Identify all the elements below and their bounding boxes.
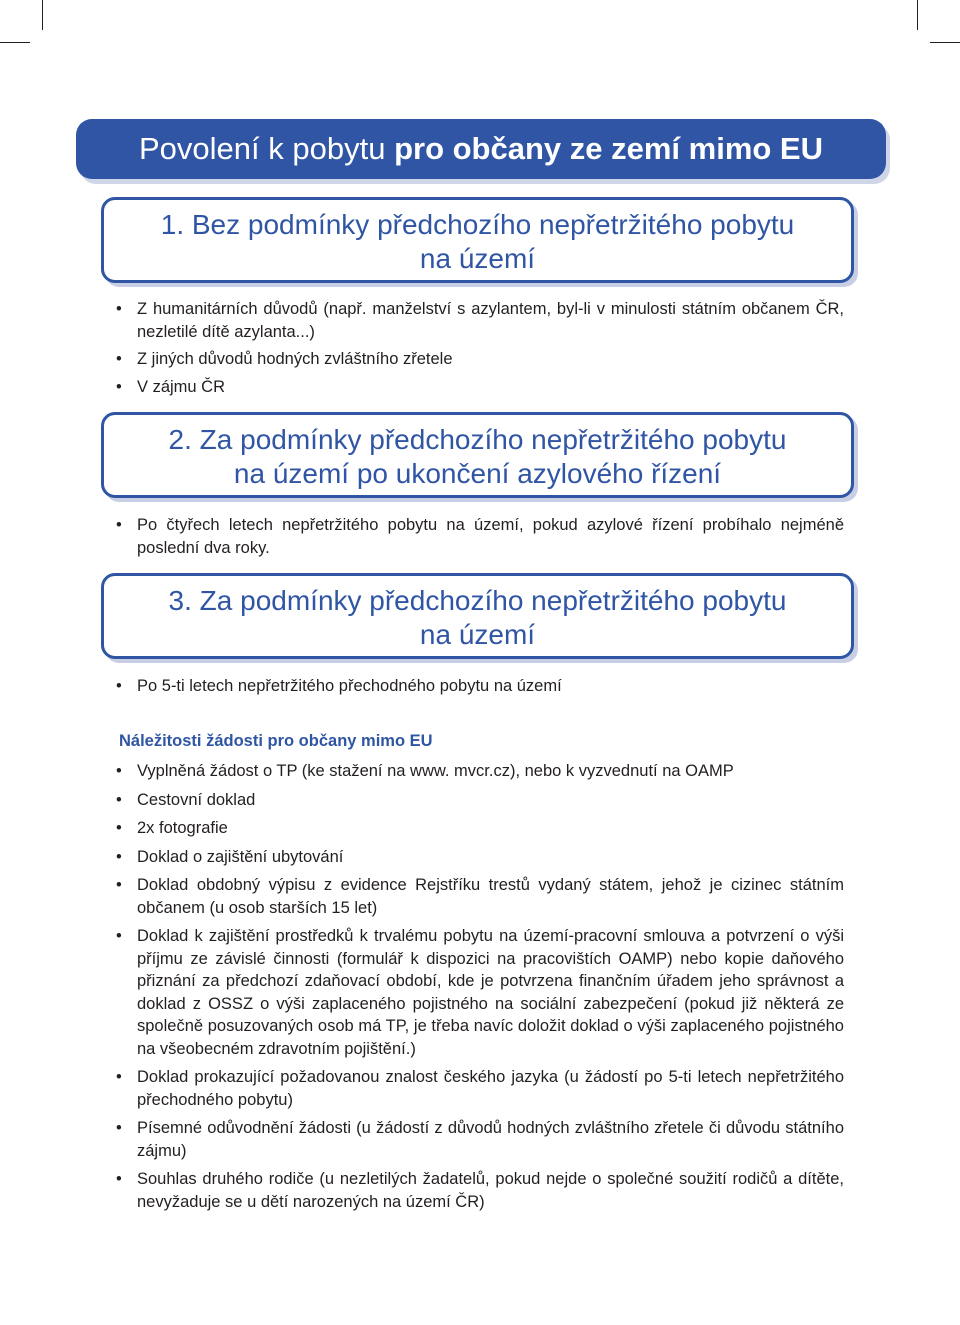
list-item: • Po čtyřech letech nepřetržitého pobytu na území, pokud azylové řízení probíhalo nejméně poslední dva roky. [112,514,844,559]
section-heading-line: na území [419,243,536,274]
crop-mark [42,0,43,30]
list-item: • Z jiných důvodů hodných zvláštního zřetele [112,348,844,371]
section-heading-1 [101,197,854,283]
list-item: • Doklad o zajištění ubytování [112,846,844,869]
crop-mark [917,0,918,30]
list-item: • Souhlas druhého rodiče (u nezletilých žadatelů, pokud nejde o společné soužití rodičů a dítěte, nevyžaduje se u dětí narozených na území ČR) [112,1168,844,1213]
section-1-list [112,298,844,398]
section-heading-line: na území po ukončení azylového řízení [233,458,722,489]
section-heading-line: 2. Za podmínky předchozího nepřetržitého pobytu [168,424,787,455]
list-item: • V zájmu ČR [112,376,844,399]
section-heading-3 [101,573,854,659]
list-item: • Cestovní doklad [112,789,844,812]
section-heading-line: 1. Bez podmínky předchozího nepřetržitého pobytu [160,209,795,240]
requirements-title: Náležitosti žádosti pro občany mimo EU [119,732,433,750]
requirements-list [112,760,844,1213]
list-item: • Po 5-ti letech nepřetržitého přechodného pobytu na území [112,675,844,698]
section-heading-line: na území [419,619,536,650]
section-3-list [112,675,844,698]
list-item: • 2x fotografie [112,817,844,840]
list-item: • Vyplněná žádost o TP (ke stažení na www. mvcr.cz), nebo k vyzvednutí na OAMP [112,760,844,783]
section-2-list [112,514,844,559]
list-item: • Doklad obdobný výpisu z evidence Rejstříku trestů vydaný státem, jehož je cizinec státním občanem (u osob starších 15 let) [112,874,844,919]
section-heading-2 [101,412,854,498]
crop-mark [930,42,960,43]
section-heading-line: 3. Za podmínky předchozího nepřetržitého pobytu [168,585,787,616]
list-item: • Doklad prokazující požadovanou znalost českého jazyka (u žádostí po 5-ti letech nepřetržitého přechodného pobytu) [112,1066,844,1111]
page-title-banner [76,119,886,179]
crop-mark [0,42,30,43]
page-title-bold: pro občany ze zemí mimo EU [394,131,823,166]
list-item: • Doklad k zajištění prostředků k trvalému pobytu na území-pracovní smlouva a potvrzení o výši příjmu ze závislé činnosti (formulář k dispozici na pracovištích OAMP) nebo kopie daňového přiznání za předchozí zdaňovací období, kde je potvrzena finančním úřadem jeho správnost a doklad z OSSZ o výši zaplaceného pojistného na sociální zabezpečení (pokud již některá ze společně posuzovaných osob má TP, je třeba navíc doložit doklad o výši zaplaceného pojistného na všeobecném zdravotním pojištění.) [112,925,844,1060]
list-item: • Písemné odůvodnění žádosti (u žádostí z důvodů hodných zvláštního zřetele či důvodu státního zájmu) [112,1117,844,1162]
list-item: • Z humanitárních důvodů (např. manželství s azylantem, byl-li v minulosti státním občanem ČR, nezletilé dítě azylanta...) [112,298,844,343]
page-title-light: Povolení k pobytu [139,131,395,166]
